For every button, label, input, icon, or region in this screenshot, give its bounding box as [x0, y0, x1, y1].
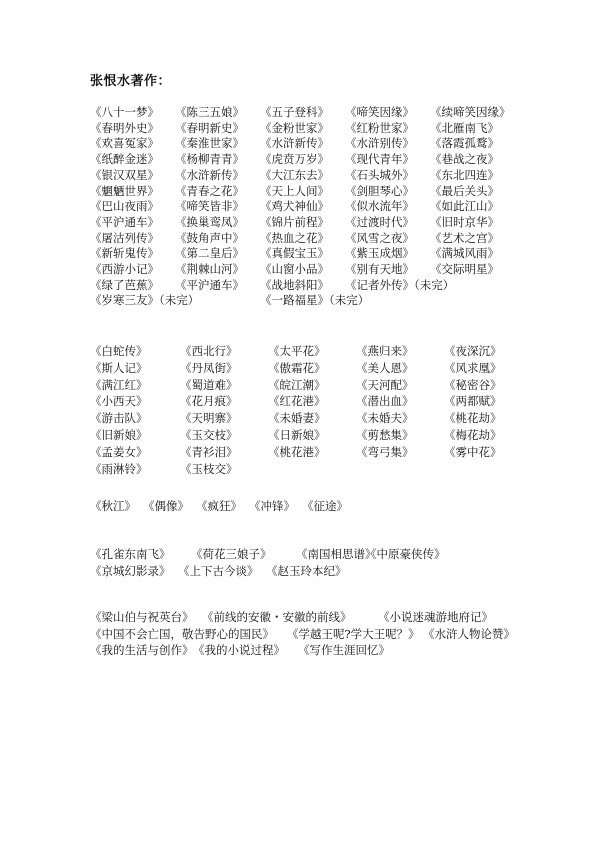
book-title: 《玉枝交》	[180, 461, 238, 476]
section-5-row	[0, 642, 600, 658]
book-title: 《真假宝玉》	[260, 246, 329, 261]
book-title: 《天河配》	[356, 377, 414, 392]
section-2-row	[0, 444, 600, 460]
book-title: 《红粉世家》	[345, 120, 414, 135]
section-2-row	[0, 393, 600, 409]
book-title: 《热血之花》	[260, 230, 329, 245]
section-2-row	[0, 410, 600, 426]
section-2-row	[0, 461, 600, 477]
book-title: 《北雁南飞》	[430, 120, 499, 135]
section-4-row	[0, 546, 600, 562]
book-title: 《剑胆琴心》	[345, 183, 414, 198]
book-title: 《花月痕》	[180, 394, 238, 409]
book-title: 《水浒人物论赞》	[423, 626, 515, 641]
book-title: 《虎贲万岁》	[260, 152, 329, 167]
book-title: 《两都赋》	[444, 394, 502, 409]
book-title: 《春明新史》	[175, 120, 244, 135]
book-title: 《屠沽列传》	[90, 230, 159, 245]
section-2-row	[0, 360, 600, 376]
section-1-row	[0, 183, 600, 199]
book-title: 《岁寒三友》（未完）	[90, 293, 200, 308]
book-title: 《东北四连》	[430, 167, 499, 182]
book-title: 《水浒新传》	[175, 167, 244, 182]
book-title: 《五子登科》	[260, 105, 329, 119]
book-title: 《玉交枝》	[180, 428, 238, 442]
book-title: 《太平花》	[268, 344, 326, 358]
book-title: 《旧新娘》	[90, 428, 148, 442]
book-title: 《如此江山》	[430, 199, 499, 214]
book-title: 《落霞孤鹜》	[430, 136, 499, 151]
book-title: 《斯人记》	[90, 360, 148, 375]
book-title: 《未婚夫》	[356, 411, 414, 426]
book-title: 《游击队》	[90, 411, 148, 426]
book-title: 《天上人间》	[260, 183, 329, 198]
book-title: 《皖江潮》	[268, 377, 326, 392]
section-1-row	[0, 167, 600, 183]
book-title: 《别有天地》	[345, 262, 414, 276]
book-title: 《锦片前程》	[260, 214, 329, 229]
book-title: 《疯狂》	[196, 499, 242, 513]
book-title: 《巴山夜雨》	[90, 199, 159, 214]
book-title: 《纸醉金迷》	[90, 152, 159, 167]
book-title: 《青衫泪》	[180, 444, 238, 459]
section-1-row	[0, 135, 600, 151]
book-title: 《南国相思谱》	[296, 547, 377, 561]
book-title: 《梁山伯与祝英台》	[90, 610, 194, 624]
book-title: 《风雪之夜》	[345, 230, 414, 245]
book-title: 《荷花三娘子》	[191, 547, 272, 561]
book-title: 《燕归来》	[356, 344, 414, 358]
book-title: 《潜出血》	[356, 394, 414, 409]
book-title: 《西游小记》	[90, 262, 159, 276]
book-title: 《梅花劫》	[444, 428, 502, 442]
book-title: 《过渡时代》	[345, 214, 414, 229]
book-title: 《桃花港》	[268, 444, 326, 459]
page-title: 张恨水著作：	[90, 74, 172, 89]
section-1-row	[0, 198, 600, 214]
book-title: 《我的生活与创作》	[90, 643, 194, 657]
book-title: 《白蛇传》	[90, 344, 148, 358]
section-1-row	[0, 277, 600, 293]
book-title: 《冲锋》	[249, 499, 295, 513]
book-title: 《我的小说过程》	[193, 643, 285, 657]
book-title: 《交际明星》	[430, 262, 499, 276]
book-title: 《弯弓集》	[356, 444, 414, 459]
book-title: 《似水流年》	[345, 199, 414, 214]
section-1-row	[0, 230, 600, 246]
section-1-row	[0, 245, 600, 261]
book-title: 《金粉世家》	[260, 120, 329, 135]
book-title: 《上下古今谈》	[178, 564, 259, 578]
section-5-row	[0, 609, 600, 625]
section-5-row	[0, 626, 600, 642]
book-title: 《荆棘山河》	[175, 262, 244, 276]
book-title: 《桃花劫》	[444, 411, 502, 426]
book-title: 《魍魉世界》	[90, 183, 159, 198]
book-title: 《现代青年》	[345, 152, 414, 167]
book-title: 《红花港》	[268, 394, 326, 409]
book-title: 《啼笑因缘》	[345, 105, 414, 119]
book-title: 《小说迷魂游地府记》	[378, 610, 493, 624]
section-1-row	[0, 214, 600, 230]
section-2-row	[0, 427, 600, 443]
book-title: 《未婚妻》	[268, 411, 326, 426]
book-title: 《偶像》	[143, 499, 189, 513]
book-title: 《青春之花》	[175, 183, 244, 198]
section-1-row	[0, 120, 600, 136]
book-title: 《日新娘》	[268, 428, 326, 442]
book-title: 《中原豪侠传》	[365, 547, 446, 561]
book-title: 《剪愁集》	[356, 428, 414, 442]
book-title: 《紫玉成烟》	[345, 246, 414, 261]
book-title: 《绿了芭蕉》	[90, 277, 159, 292]
book-title: 《战地斜阳》	[260, 277, 329, 292]
section-1-row	[0, 261, 600, 277]
book-title: 《雾中花》	[444, 444, 502, 459]
book-title: 《征途》	[302, 499, 348, 513]
book-title: 《续啼笑因缘》	[430, 105, 511, 119]
book-title: 《写作生涯回忆》	[298, 643, 390, 657]
book-title: 《中国不会亡国，敬告野心的国民》	[90, 626, 274, 641]
book-title: 《鼓角声中》	[175, 230, 244, 245]
book-title: 《巷战之夜》	[430, 152, 499, 167]
book-title: 《美人恩》	[356, 360, 414, 375]
book-title: 《换巢鸾凤》	[175, 214, 244, 229]
book-title: 《水浒别传》	[345, 136, 414, 151]
section-1-row	[0, 104, 600, 120]
book-title: 《西北行》	[180, 344, 238, 358]
book-title: 《八十一梦》	[90, 105, 159, 119]
book-title: 《石头城外》	[345, 167, 414, 182]
book-title: 《秘密谷》	[444, 377, 502, 392]
section-4-row	[0, 563, 600, 579]
book-title: 《陈三五娘》	[175, 105, 244, 119]
book-title: 《赵玉玲本纪》	[266, 564, 347, 578]
book-title: 《水浒新传》	[260, 136, 329, 151]
book-title: 《秋江》	[90, 499, 136, 513]
book-title: 《鸡犬神仙》	[260, 199, 329, 214]
book-title: 《前线的安徽・安徽的前线》	[202, 610, 352, 624]
book-title: 《雨淋铃》	[90, 461, 148, 476]
book-title: 《京城幻影录》	[90, 564, 171, 578]
book-title: 《春明外史》	[90, 120, 159, 135]
section-2-row	[0, 343, 600, 359]
book-title: 《秦淮世家》	[175, 136, 244, 151]
book-title: 《丹凤街》	[180, 360, 238, 375]
book-title: 《银汉双星》	[90, 167, 159, 182]
book-title: 《山窗小品》	[260, 262, 329, 276]
book-title: 《旧时京华》	[430, 214, 499, 229]
book-title: 《学越王呢?学大王呢？》	[287, 626, 420, 641]
book-title: 《平沪通车》	[175, 277, 244, 292]
book-title: 《最后关头》	[430, 183, 499, 198]
book-title: 《艺术之宫》	[430, 230, 499, 245]
book-title: 《风求凰》	[444, 360, 502, 375]
book-title: 《满城风雨》	[430, 246, 499, 261]
book-title: 《天明寨》	[180, 411, 238, 426]
book-title: 《一路福星》（未完）	[260, 293, 370, 308]
book-title: 《杨柳青青》	[175, 152, 244, 167]
book-title: 《新斩鬼传》	[90, 246, 159, 261]
book-title: 《蜀道难》	[180, 377, 238, 392]
book-title: 《大江东去》	[260, 167, 329, 182]
book-title: 《啼笑皆非》	[175, 199, 244, 214]
book-title: 《傲霜花》	[268, 360, 326, 375]
book-title: 《夜深沉》	[444, 344, 502, 358]
section-1-row	[0, 292, 600, 308]
book-title: 《平沪通车》	[90, 214, 159, 229]
book-title: 《满江红》	[90, 377, 148, 392]
book-title: 《孟姜女》	[90, 444, 148, 459]
book-title: 《记者外传》（未完）	[345, 277, 455, 292]
section-2-row	[0, 377, 600, 393]
section-1-row	[0, 151, 600, 167]
book-title: 《第二皇后》	[175, 246, 244, 261]
book-title: 《孔雀东南飞》	[90, 547, 171, 561]
book-title: 《小西天》	[90, 394, 148, 409]
book-title: 《欢喜冤家》	[90, 136, 159, 151]
section-3-row	[0, 498, 600, 514]
